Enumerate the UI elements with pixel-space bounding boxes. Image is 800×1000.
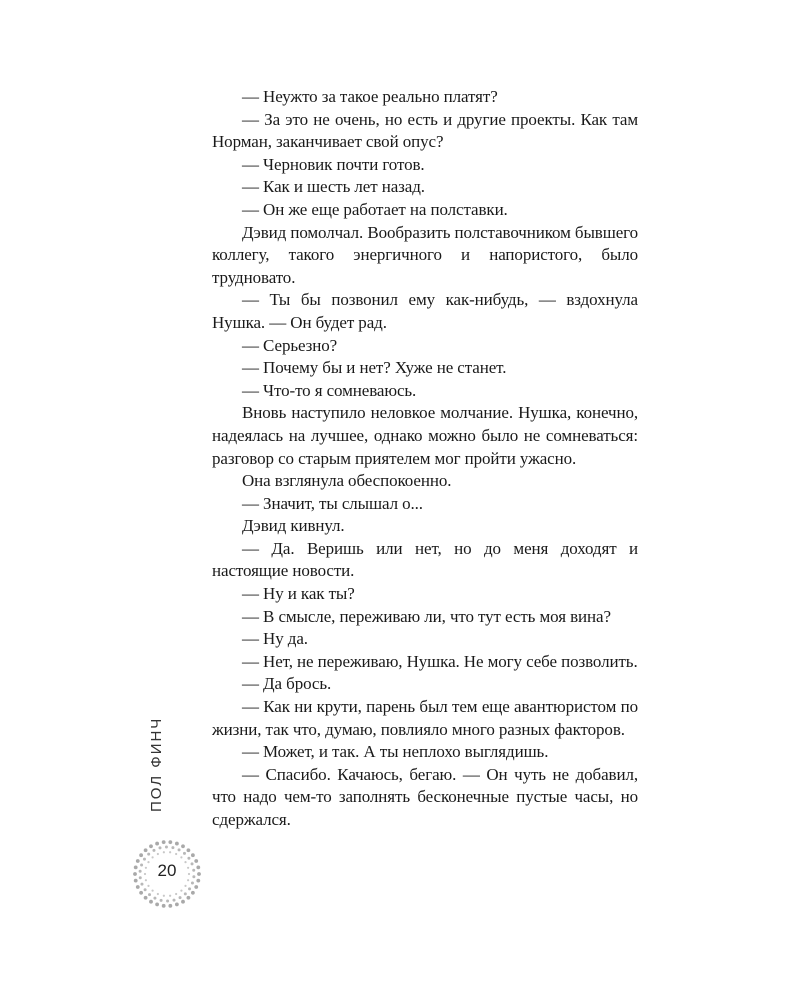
ornament-dot	[163, 851, 165, 853]
ornament-dot	[163, 895, 165, 897]
ornament-dot	[144, 848, 148, 852]
ornament-dot	[151, 856, 153, 858]
ornament-dot	[168, 904, 172, 908]
ornament-dot	[148, 893, 151, 896]
running-head-author: ПОЛ ФИНЧ	[148, 716, 165, 812]
paragraph: — Он же еще работает на полставки.	[242, 199, 508, 219]
ornament-dot	[162, 904, 166, 908]
ornament-dot	[157, 853, 159, 855]
ornament-dot	[165, 846, 168, 849]
paragraph: — Нет, не переживаю, Нушка. Не могу себе позволить.	[242, 651, 638, 671]
book-text-column	[212, 86, 638, 832]
paragraph: Она взглянула обеспокоенно.	[242, 471, 452, 491]
ornament-dot	[188, 887, 191, 890]
ornament-dot	[162, 840, 166, 844]
ornament-dot	[166, 899, 169, 902]
paragraph: — Может, и так. А ты неплохо выглядишь.	[242, 742, 549, 762]
paragraph: — В смысле, переживаю ли, что тут есть моя вина?	[242, 606, 611, 626]
ornament-dot	[151, 890, 153, 892]
ornament-dot	[181, 844, 185, 848]
paragraph: — Да. Веришь или нет, но до меня доходят и настоящие новости.	[212, 538, 638, 581]
paragraph: — Как и шесть лет назад.	[242, 177, 425, 197]
ornament-dot	[155, 842, 159, 846]
ornament-dot	[180, 856, 182, 858]
paragraph: — Черновик почти готов.	[242, 154, 425, 174]
ornament-dot	[180, 890, 182, 892]
ornament-dot	[175, 903, 179, 907]
ornament-dot	[175, 893, 177, 895]
paragraph: — Ну да.	[242, 629, 308, 649]
ornament-dot	[187, 896, 191, 900]
paragraph: — Неужто за такое реально платят?	[242, 87, 498, 106]
paragraph: — Как ни крути, парень был тем еще авантюристом по жизни, так что, думаю, повлияло много разных факторов.	[212, 697, 638, 739]
paragraph: — Почему бы и нет? Хуже не станет.	[242, 358, 507, 378]
ornament-dot	[171, 846, 174, 849]
ornament-dot	[136, 885, 140, 889]
ornament-dot	[194, 885, 198, 889]
paragraph: — Серьезно?	[242, 335, 338, 355]
ornament-dot	[139, 853, 143, 857]
paragraph: Дэвид помолчал. Вообразить полставочником бывшего коллегу, такого энергичного и напористого, было трудновато.	[212, 222, 638, 287]
ornament-dot	[160, 899, 163, 902]
ornament-dot	[168, 840, 172, 844]
ornament-dot	[187, 857, 190, 860]
ornament-dot	[179, 896, 182, 899]
paragraph: Дэвид кивнул.	[242, 516, 345, 536]
ornament-dot	[173, 899, 176, 902]
paragraph: — За это не очень, но есть и другие проекты. Как там Норман, заканчивает свой опус?	[212, 109, 638, 152]
ornament-dot	[181, 900, 185, 904]
page-number: 20	[157, 861, 177, 880]
ornament-dot	[155, 903, 159, 907]
paragraph: Вновь наступило неловкое молчание. Нушка, конечно, надеялась на лучшее, однако можно было не сомневаться: разговор со старым приятелем мог пройти ужасно.	[212, 403, 638, 468]
paragraph: — Значит, ты слышал о...	[242, 493, 423, 513]
ornament-dot	[191, 891, 195, 895]
ornament-dot	[183, 852, 186, 855]
ornament-dot	[178, 848, 181, 851]
ornament-dot	[139, 891, 143, 895]
ornament-dot	[144, 896, 148, 900]
ornament-dot	[149, 900, 153, 904]
ornament-dot	[140, 883, 143, 886]
ornament-dot	[149, 844, 153, 848]
ornament-dot	[191, 853, 195, 857]
ornament-dot	[158, 846, 161, 849]
paragraph: — Ты бы позвонил ему как-нибудь, — вздохнула Нушка. — Он будет рад.	[212, 290, 638, 332]
paragraph: — Да брось.	[242, 674, 332, 694]
ornament-dot	[169, 851, 171, 853]
ornament-dot	[147, 885, 149, 887]
ornament-dot	[184, 885, 186, 887]
ornament-dot	[191, 882, 194, 885]
ornament-dot	[153, 897, 156, 900]
paragraph: — Что-то я сомневаюсь.	[242, 380, 417, 400]
ornament-dot	[187, 848, 191, 852]
paragraph: — Ну и как ты?	[242, 584, 355, 604]
ornament-dot	[147, 853, 150, 856]
ornament-dot	[175, 853, 177, 855]
ornament-dot	[175, 842, 179, 846]
ornament-dot	[144, 888, 147, 891]
ornament-dot	[184, 892, 187, 895]
paragraph: — Спасибо. Качаюсь, бегаю. — Он чуть не добавил, что надо чем-то заполнять бесконечные пустые часы, но сдержался.	[212, 764, 638, 829]
ornament-dot	[157, 893, 159, 895]
ornament-dot	[169, 895, 171, 897]
ornament-dot	[152, 849, 155, 852]
